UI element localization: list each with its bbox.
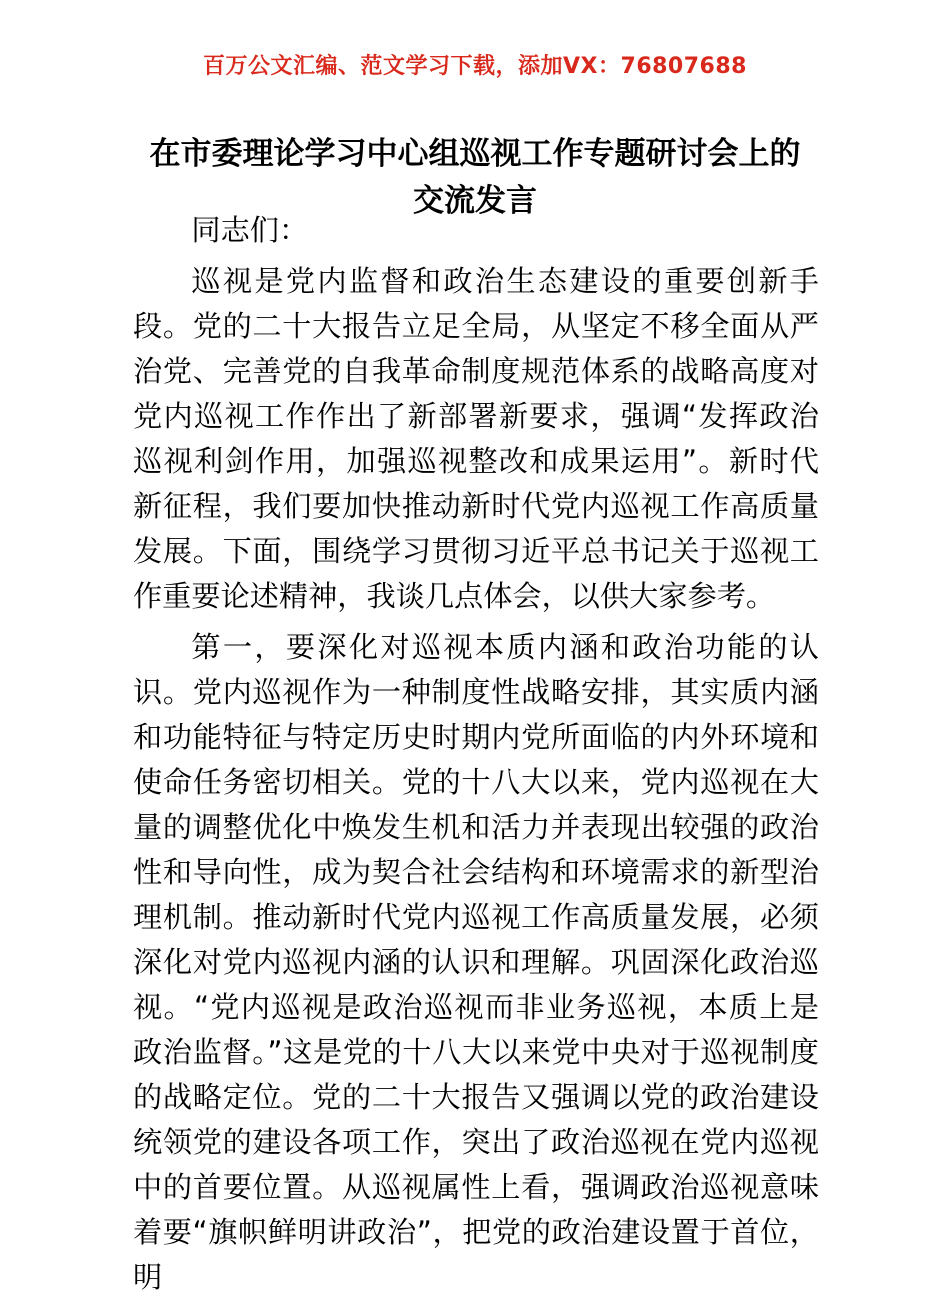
body-paragraph-1: 巡视是党内监督和政治生态建设的重要创新手段。党的二十大报告立足全局，从坚定不移全面从严治党、完善党的自我革命制度规范体系的战略高度对党内巡视工作作出了新部署新要求，强调“发挥政治巡视利剑作用，加强巡视整改和成果运用”。新时代新征程，我们要加快推动新时代党内巡视工作高质量发展。下面，围绕学习贯彻习近平总书记关于巡视工作重要论述精神，我谈几点体会，以供大家参考。 <box>133 264 819 613</box>
document-body <box>133 208 819 1300</box>
salutation-line: 同志们： <box>191 213 309 247</box>
body-paragraph-2: 第一，要深化对巡视本质内涵和政治功能的认识。党内巡视作为一种制度性战略安排，其实质内涵和功能特征与特定历史时期内党所面临的内外环境和使命任务密切相关。党的十八大以来，党内巡视在大量的调整优化中焕发生机和活力并表现出较强的政治性和导向性，成为契合社会结构和环境需求的新型治理机制。推动新时代党内巡视工作高质量发展，必须深化对党内巡视内涵的认识和理解。巩固深化政治巡视。“党内巡视是政治巡视而非业务巡视，本质上是政治监督。”这是党的十八大以来党中央对于巡视制度的战略定位。党的二十大报告又强调以党的政治建设统领党的建设各项工作，突出了政治巡视在党内巡视中的首要位置。从巡视属性上看，强调政治巡视意味着要“旗帜鲜明讲政治”，把党的政治建设置于首位，明 <box>133 630 819 1294</box>
promo-banner-text: 百万公文汇编、范文学习下载，添加VX：76807688 <box>203 54 747 79</box>
promo-banner <box>0 52 950 82</box>
page-title: 在市委理论学习中心组巡视工作专题研讨会上的交流发言 <box>149 135 801 219</box>
